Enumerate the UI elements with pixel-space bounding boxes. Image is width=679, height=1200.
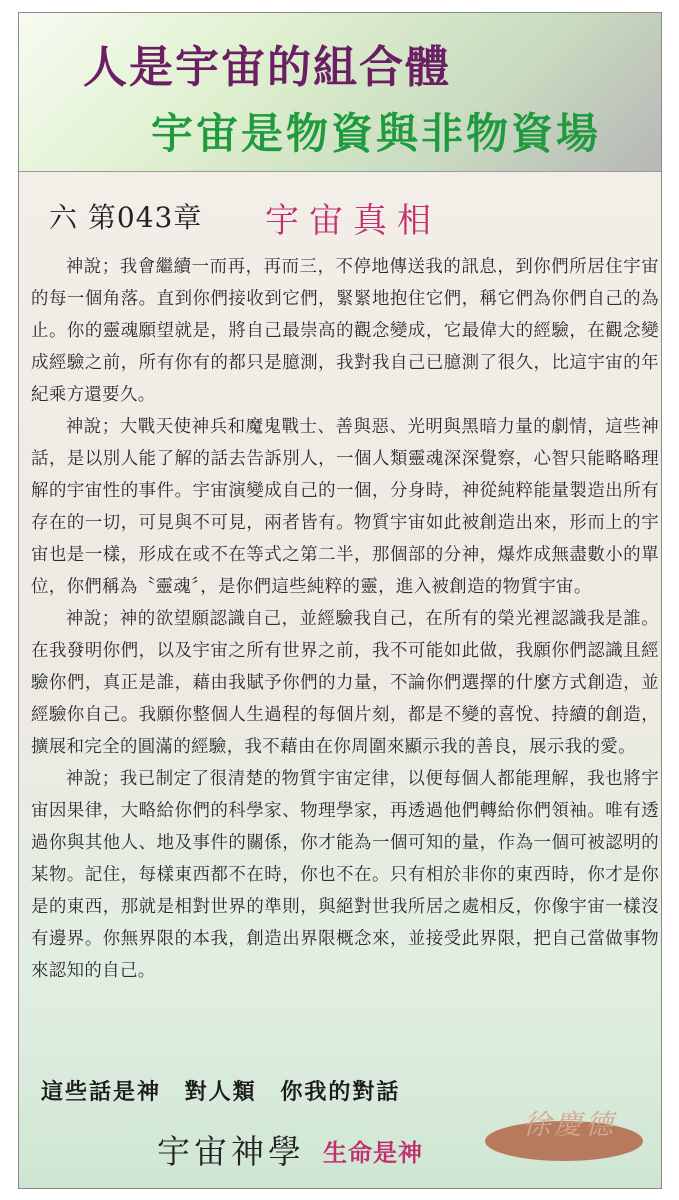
paragraph-2: 神說；大戰天使神兵和魔鬼戰士、善與惡、光明與黑暗力量的劇情，這些神話，是以別人能了解的話去告訴別人，一個人類靈魂深深覺察，心智只能略略理解的宇宙性的事件。宇宙演變成自己的一個，分身時，神從純粹能量製造出所有存在的一切，可見與不可見，兩者皆有。物質宇宙如此被創造出來，形而上的宇宙也是一樣，形成在或不在等式之第二半，那個部的分神，爆炸成無盡數小的單位，你們稱為〝靈魂〞，是你們這些純粹的靈，進入被創造的物質宇宙。 (31, 417, 659, 597)
paragraph-4: 神說；我已制定了很清楚的物質宇宙定律，以便每個人都能理解，我也將宇宙因果律，大略給你們的科學家、物理學家，再透過他們轉給你們領袖。唯有透過你與其他人、地及事件的關係，你才能為一個可知的量，作為一個可被認明的某物。記住，每樣東西都不在時，你也不在。只有相於非你的東西時，你才是你是的東西，那就是相對世界的準則，與絕對世我所居之處相反，你像宇宙一樣沒有邊界。你無界限的本我，創造出界限概念來，並接受此界限，把自己當做事物來認知的自己。 (31, 769, 659, 981)
author-signature: 徐慶德 (523, 1108, 617, 1141)
main-title: 人是宇宙的組合體 (83, 42, 451, 93)
chapter-title: 宇宙真相 (265, 201, 441, 241)
article-body (31, 251, 659, 987)
subtitle: 宇宙是物資與非物資場 (151, 109, 602, 158)
footer-theology-label: 宇宙神學 (157, 1132, 305, 1171)
page-frame (18, 12, 662, 1189)
paragraph-1: 神說；我會繼續一而再，再而三，不停地傳送我的訊息，到你們所居住宇宙的每一個角落。直到你們接收到它們，緊緊地抱住它們，稱它們為你們自己的為止。你的靈魂願望就是，將自己最崇高的觀念變成，它最偉大的經驗，在觀念變成經驗之前，所有你有的都只是臆測，我對我自己已臆測了很久，比這宇宙的年紀乘方還要久。 (31, 257, 659, 405)
chapter-number: 六 第043章 (49, 201, 203, 234)
footer-dialogue-line: 這些話是神 對人類 你我的對話 (41, 1079, 401, 1105)
paragraph-3: 神說；神的欲望願認識自己，並經驗我自己，在所有的榮光裡認識我是誰。在我發明你們，以及宇宙之所有世界之前，我不可能如此做，我願你們認識且經驗你們，真正是誰，藉由我賦予你們的力量，不論你們選擇的什麼方式創造，並經驗你自己。我願你整個人生過程的每個片刻，都是不變的喜悅、持續的創造，擴展和完全的圓滿的經驗，我不藉由在你周圍來顯示我的善良，展示我的愛。 (31, 609, 659, 757)
footer-life-is-god: 生命是神 (323, 1138, 423, 1167)
title-banner (19, 13, 661, 172)
